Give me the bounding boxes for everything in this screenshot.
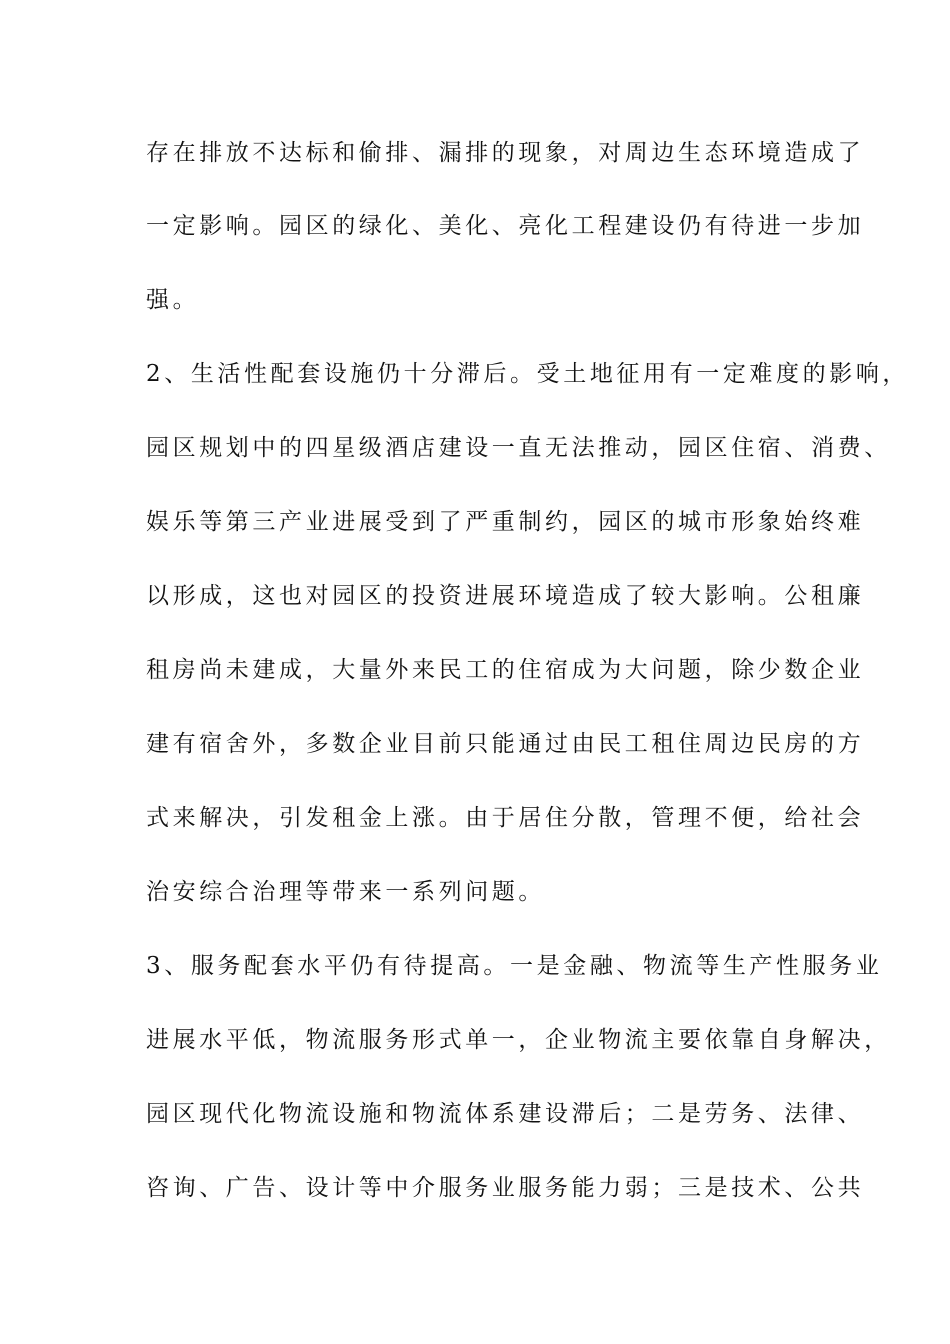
text-line: 园区规划中的四星级酒店建设一直无法推动，园区住宿、消费、 — [146, 435, 891, 461]
text-line: 存在排放不达标和偷排、漏排的现象，对周边生态环境造成了 — [146, 140, 865, 166]
text-line: 租房尚未建成，大量外来民工的住宿成为大问题，除少数企业 — [146, 657, 865, 683]
text-line: 强。 — [146, 287, 200, 313]
text-line: 咨询、广告、设计等中介服务业服务能力弱；三是技术、公共 — [146, 1175, 865, 1201]
text-line: 3、服务配套水平仍有待提高。一是金融、物流等生产性服务业 — [146, 953, 883, 979]
text-line: 2、生活性配套设施仍十分滞后。受土地征用有一定难度的影响， — [146, 361, 910, 387]
text-line: 建有宿舍外，多数企业目前只能通过由民工租住周边民房的方 — [146, 731, 865, 757]
text-line: 娱乐等第三产业进展受到了严重制约，园区的城市形象始终难 — [146, 509, 865, 535]
text-line: 式来解决，引发租金上涨。由于居住分散，管理不便，给社会 — [146, 805, 865, 831]
text-line: 以形成，这也对园区的投资进展环境造成了较大影响。公租廉 — [146, 583, 865, 609]
text-line: 一定影响。园区的绿化、美化、亮化工程建设仍有待进一步加 — [146, 213, 865, 239]
text-line: 治安综合治理等带来一系列问题。 — [146, 879, 545, 905]
text-line: 进展水平低，物流服务形式单一，企业物流主要依靠自身解决， — [146, 1027, 891, 1053]
text-line: 园区现代化物流设施和物流体系建设滞后；二是劳务、法律、 — [146, 1101, 865, 1127]
